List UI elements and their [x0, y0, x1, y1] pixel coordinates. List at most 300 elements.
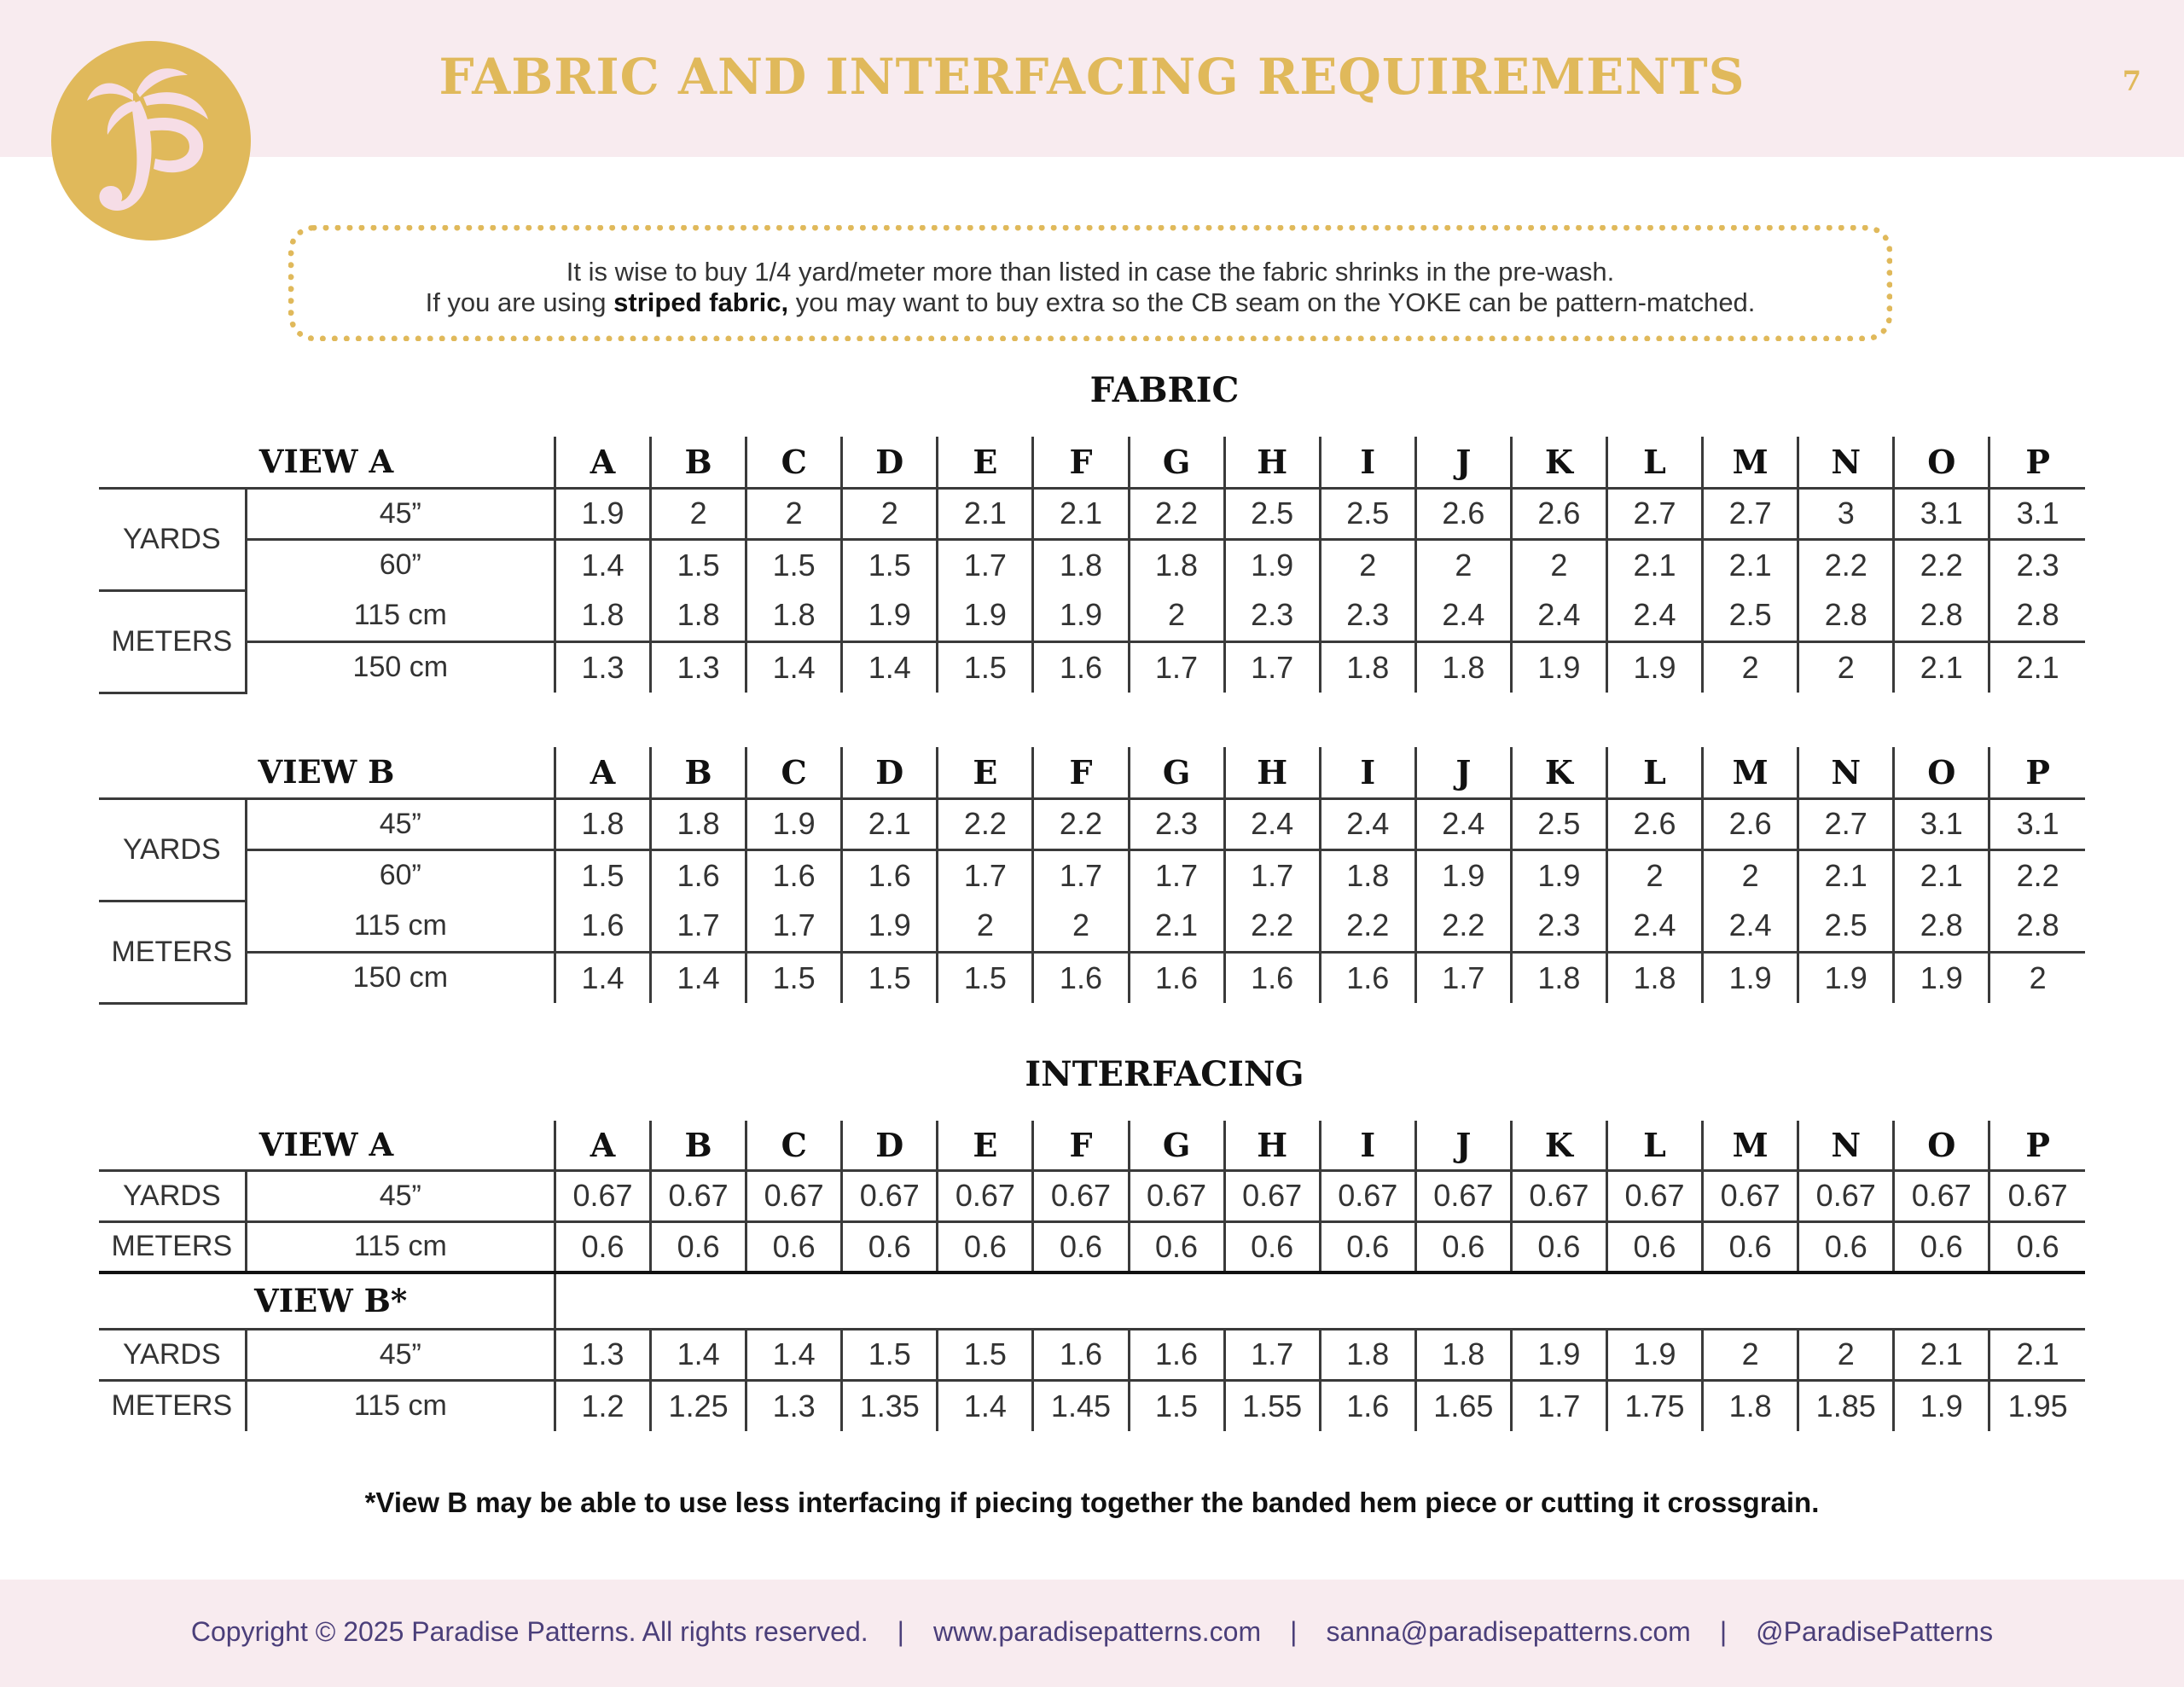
value-cell: 2.8 — [1989, 590, 2085, 641]
value-cell: 1.5 — [842, 1329, 938, 1380]
value-cell: 1.75 — [1606, 1380, 1702, 1431]
value-cell: 1.8 — [651, 798, 746, 849]
value-cell: 2.7 — [1703, 488, 1798, 539]
value-cell: 2.1 — [1894, 641, 1989, 693]
value-cell: 2.4 — [1703, 901, 1798, 952]
value-cell: 2.4 — [1606, 590, 1702, 641]
value-cell: 2.3 — [1511, 901, 1606, 952]
size-header-c: C — [746, 437, 842, 488]
value-cell: 0.67 — [1894, 1170, 1989, 1221]
value-cell: 3 — [1798, 488, 1894, 539]
table-header-row — [99, 747, 2085, 798]
value-cell: 2.2 — [1894, 539, 1989, 590]
size-header-i: I — [1320, 1121, 1415, 1170]
value-cell: 1.4 — [746, 1329, 842, 1380]
value-cell: 2.2 — [1224, 901, 1320, 952]
value-cell: 1.4 — [651, 1329, 746, 1380]
value-cell: 0.6 — [1894, 1221, 1989, 1272]
value-cell: 1.5 — [842, 539, 938, 590]
value-cell: 2 — [1703, 641, 1798, 693]
value-cell: 1.7 — [651, 901, 746, 952]
value-cell: 1.7 — [746, 901, 842, 952]
size-header-e: E — [938, 747, 1033, 798]
value-cell: 2.6 — [1703, 798, 1798, 849]
size-header-o: O — [1894, 747, 1989, 798]
value-cell: 2.5 — [1703, 590, 1798, 641]
table-row — [99, 590, 2085, 641]
value-cell: 1.8 — [1320, 1329, 1415, 1380]
notice-line-2-end: you may want to buy extra so the CB seam on the YOKE can be pattern-matched. — [788, 287, 1756, 317]
value-cell: 1.8 — [746, 590, 842, 641]
value-cell: 2.1 — [938, 488, 1033, 539]
size-header-p: P — [1989, 1121, 2085, 1170]
value-cell: 1.55 — [1224, 1380, 1320, 1431]
size-header-f: F — [1033, 747, 1129, 798]
value-cell: 2.1 — [1033, 488, 1129, 539]
notice-box — [288, 225, 1892, 341]
size-header-c: C — [746, 747, 842, 798]
value-cell: 1.4 — [555, 952, 650, 1003]
value-cell: 2 — [1703, 1329, 1798, 1380]
value-cell: 2 — [1033, 901, 1129, 952]
value-cell: 2.1 — [1894, 1329, 1989, 1380]
footer-separator: | — [897, 1616, 904, 1647]
value-cell: 0.6 — [2016, 1228, 2059, 1264]
value-cell: 1.9 — [1511, 1329, 1606, 1380]
value-cell: 2.3 — [2016, 547, 2059, 583]
value-cell: 1.7 — [1129, 849, 1224, 901]
view-label: VIEW A — [99, 1121, 555, 1170]
value-cell: 1.6 — [1033, 1329, 1129, 1380]
value-cell: 0.6 — [1129, 1221, 1224, 1272]
table-row — [99, 952, 2085, 1003]
value-cell: 2 — [746, 488, 842, 539]
table-row — [99, 641, 2085, 693]
page-number: 7 — [2122, 65, 2141, 97]
value-cell: 2.4 — [1606, 901, 1702, 952]
value-cell: 2.6 — [1606, 798, 1702, 849]
value-cell: 2.3 — [1224, 590, 1320, 641]
footer-separator: | — [1719, 1616, 1728, 1647]
value-cell: 0.6 — [555, 1221, 650, 1272]
value-cell: 2 — [938, 901, 1033, 952]
value-cell: 2.8 — [1989, 901, 2085, 952]
size-header-k: K — [1511, 747, 1606, 798]
value-cell: 0.6 — [651, 1221, 746, 1272]
value-cell: 1.7 — [1224, 641, 1320, 693]
unit-group-label: YARDS — [99, 798, 246, 901]
table-row — [99, 539, 2085, 590]
value-cell: 2.1 — [1703, 539, 1798, 590]
value-cell: 1.4 — [938, 1380, 1033, 1431]
value-cell: 0.67 — [1415, 1170, 1511, 1221]
value-cell: 0.67 — [1606, 1170, 1702, 1221]
value-cell: 0.67 — [555, 1170, 650, 1221]
size-header-h: H — [1224, 437, 1320, 488]
value-cell: 1.4 — [651, 952, 746, 1003]
value-cell: 2.6 — [1415, 488, 1511, 539]
value-cell: 1.6 — [651, 849, 746, 901]
value-cell: 2.2 — [1798, 539, 1894, 590]
value-cell: 2.5 — [1511, 798, 1606, 849]
value-cell: 2 — [2029, 959, 2047, 995]
unit-group-label: YARDS — [99, 488, 246, 590]
value-cell: 2.5 — [1320, 488, 1415, 539]
fabric-width-label: 60” — [246, 849, 555, 901]
notice-line-1: It is wise to buy 1/4 yard/meter more than listed in case the fabric shrinks in the pre-wash. — [566, 257, 1615, 287]
size-header-f: F — [1033, 437, 1129, 488]
value-cell: 2.4 — [1415, 798, 1511, 849]
value-cell: 0.6 — [1224, 1221, 1320, 1272]
value-cell: 2.2 — [1320, 901, 1415, 952]
value-cell: 1.6 — [1033, 952, 1129, 1003]
value-cell: 0.6 — [1415, 1221, 1511, 1272]
size-header-m: M — [1703, 1121, 1798, 1170]
fabric-width-label: 45” — [246, 1170, 555, 1221]
value-cell: 1.7 — [1415, 952, 1511, 1003]
size-header-g: G — [1129, 747, 1224, 798]
footer — [0, 1616, 2184, 1648]
size-header-p: P — [1989, 747, 2085, 798]
value-cell: 2.4 — [1224, 798, 1320, 849]
table-row — [99, 798, 2085, 849]
size-header-o: O — [1894, 1121, 1989, 1170]
value-cell: 1.6 — [1129, 952, 1224, 1003]
footnote: *View B may be able to use less interfacing if piecing together the banded hem piece or cutting it crossgrain. — [364, 1487, 1820, 1518]
value-cell: 2.3 — [1129, 798, 1224, 849]
table-row — [99, 1329, 2085, 1380]
value-cell: 1.3 — [555, 641, 650, 693]
value-cell: 2 — [1606, 849, 1702, 901]
table-row — [99, 1170, 2085, 1221]
notice-line-2-start: If you are using — [425, 287, 614, 317]
value-cell: 1.5 — [651, 539, 746, 590]
value-cell: 1.4 — [842, 641, 938, 693]
value-cell: 1.5 — [555, 849, 650, 901]
size-header-e: E — [938, 437, 1033, 488]
value-cell: 1.6 — [1224, 952, 1320, 1003]
fabric-width-label: 45” — [246, 1329, 555, 1380]
table-row — [99, 849, 2085, 901]
value-cell: 1.5 — [938, 641, 1033, 693]
value-cell: 1.9 — [1606, 641, 1702, 693]
value-cell: 1.95 — [2007, 1388, 2068, 1423]
value-cell: 1.7 — [1129, 641, 1224, 693]
value-cell: 1.9 — [1511, 641, 1606, 693]
value-cell: 1.8 — [1320, 849, 1415, 901]
value-cell: 1.5 — [938, 1329, 1033, 1380]
size-header-j: J — [1415, 1121, 1511, 1170]
footer-email-link[interactable]: sanna@paradisepatterns.com — [1326, 1616, 1691, 1647]
size-header-e: E — [938, 1121, 1033, 1170]
table-row — [99, 488, 2085, 539]
value-cell: 1.7 — [938, 539, 1033, 590]
value-cell: 0.67 — [746, 1170, 842, 1221]
value-cell: 1.5 — [746, 952, 842, 1003]
size-header-a: A — [555, 1121, 650, 1170]
value-cell: 1.35 — [842, 1380, 938, 1431]
table-row — [99, 901, 2085, 952]
value-cell: 2.1 — [842, 798, 938, 849]
value-cell: 2.3 — [1320, 590, 1415, 641]
value-cell: 1.8 — [1606, 952, 1702, 1003]
value-cell: 0.67 — [1224, 1170, 1320, 1221]
size-header-f: F — [1033, 1121, 1129, 1170]
fabric-width-label: 150 cm — [246, 641, 555, 693]
value-cell: 1.4 — [746, 641, 842, 693]
footer-handle-link[interactable]: @ParadisePatterns — [1756, 1616, 1994, 1647]
value-cell: 0.67 — [1129, 1170, 1224, 1221]
value-cell: 3.1 — [1989, 488, 2085, 539]
value-cell: 1.8 — [1415, 1329, 1511, 1380]
fabric-width-label: 45” — [246, 488, 555, 539]
value-cell: 1.9 — [1033, 590, 1129, 641]
value-cell: 2.7 — [1606, 488, 1702, 539]
value-cell: 2 — [1703, 849, 1798, 901]
fabric-width-label: 60” — [246, 539, 555, 590]
page-title: FABRIC AND INTERFACING REQUIREMENTS — [439, 48, 1745, 106]
value-cell: 2 — [1320, 539, 1415, 590]
value-cell: 2 — [1798, 641, 1894, 693]
value-cell: 1.6 — [842, 849, 938, 901]
fabric-width-label: 115 cm — [246, 1380, 555, 1431]
size-header-m: M — [1703, 437, 1798, 488]
size-header-a: A — [555, 437, 650, 488]
size-header-g: G — [1129, 437, 1224, 488]
value-cell: 1.8 — [555, 590, 650, 641]
size-header-l: L — [1606, 1121, 1702, 1170]
size-header-d: D — [842, 437, 938, 488]
size-header-g: G — [1129, 1121, 1224, 1170]
value-cell: 0.6 — [1606, 1221, 1702, 1272]
fabric-width-label: 115 cm — [246, 590, 555, 641]
value-cell: 1.3 — [746, 1380, 842, 1431]
value-cell: 1.8 — [1415, 641, 1511, 693]
value-cell: 1.7 — [1224, 1329, 1320, 1380]
size-header-b: B — [651, 747, 746, 798]
value-cell: 1.5 — [842, 952, 938, 1003]
size-header-h: H — [1224, 1121, 1320, 1170]
value-cell: 1.65 — [1415, 1380, 1511, 1431]
value-cell: 1.9 — [746, 798, 842, 849]
interfacing-table — [99, 1121, 2085, 1431]
value-cell: 1.25 — [651, 1380, 746, 1431]
value-cell: 1.6 — [1320, 952, 1415, 1003]
value-cell: 0.6 — [1798, 1221, 1894, 1272]
size-header-o: O — [1894, 437, 1989, 488]
size-header-h: H — [1224, 747, 1320, 798]
unit-group-label: METERS — [99, 1221, 246, 1272]
value-cell: 2.1 — [1606, 539, 1702, 590]
value-cell: 1.9 — [1894, 952, 1989, 1003]
value-cell: 2.5 — [1798, 901, 1894, 952]
size-header-i: I — [1320, 437, 1415, 488]
value-cell: 0.67 — [842, 1170, 938, 1221]
value-cell: 2.2 — [2016, 857, 2059, 893]
value-cell: 1.5 — [746, 539, 842, 590]
value-cell: 1.8 — [651, 590, 746, 641]
value-cell: 2.6 — [1511, 488, 1606, 539]
value-cell: 0.67 — [1798, 1170, 1894, 1221]
value-cell: 0.67 — [1320, 1170, 1415, 1221]
value-cell: 2 — [842, 488, 938, 539]
size-header-n: N — [1798, 1121, 1894, 1170]
size-header-d: D — [842, 1121, 938, 1170]
value-cell: 1.8 — [1129, 539, 1224, 590]
value-cell: 2.1 — [1798, 849, 1894, 901]
value-cell: 1.4 — [555, 539, 650, 590]
value-cell: 1.6 — [746, 849, 842, 901]
value-cell: 1.9 — [1224, 539, 1320, 590]
footer-separator: | — [1290, 1616, 1298, 1647]
value-cell: 2.1 — [1894, 849, 1989, 901]
value-cell: 1.8 — [555, 798, 650, 849]
size-header-k: K — [1511, 437, 1606, 488]
value-cell: 1.3 — [651, 641, 746, 693]
value-cell: 2.2 — [938, 798, 1033, 849]
fabric-view-b-table — [99, 747, 2085, 1005]
fabric-view-a-table — [99, 437, 2085, 694]
unit-group-label: YARDS — [99, 1329, 246, 1380]
size-header-p: P — [1989, 437, 2085, 488]
value-cell: 2.2 — [1129, 488, 1224, 539]
value-cell: 2 — [651, 488, 746, 539]
fabric-width-label: 150 cm — [246, 952, 555, 1003]
value-cell: 2.5 — [1224, 488, 1320, 539]
size-header-d: D — [842, 747, 938, 798]
value-cell: 2.8 — [1894, 901, 1989, 952]
size-header-m: M — [1703, 747, 1798, 798]
value-cell: 0.67 — [1989, 1170, 2085, 1221]
value-cell: 0.6 — [746, 1221, 842, 1272]
value-cell: 0.6 — [1703, 1221, 1798, 1272]
value-cell: 1.8 — [1033, 539, 1129, 590]
size-header-j: J — [1415, 747, 1511, 798]
size-header-n: N — [1798, 437, 1894, 488]
value-cell: 1.7 — [1511, 1380, 1606, 1431]
value-cell: 2.1 — [1129, 901, 1224, 952]
size-header-k: K — [1511, 1121, 1606, 1170]
value-cell: 0.67 — [1033, 1170, 1129, 1221]
value-cell: 0.6 — [938, 1221, 1033, 1272]
size-header-n: N — [1798, 747, 1894, 798]
value-cell: 1.6 — [555, 901, 650, 952]
value-cell: 1.9 — [842, 901, 938, 952]
notice-line-2 — [294, 287, 1886, 318]
value-cell: 1.9 — [1798, 952, 1894, 1003]
value-cell: 2.8 — [1798, 590, 1894, 641]
value-cell: 1.9 — [555, 488, 650, 539]
value-cell: 1.9 — [1703, 952, 1798, 1003]
size-header-a: A — [555, 747, 650, 798]
size-header-i: I — [1320, 747, 1415, 798]
value-cell: 0.67 — [1511, 1170, 1606, 1221]
value-cell: 2.2 — [1033, 798, 1129, 849]
size-header-c: C — [746, 1121, 842, 1170]
value-cell: 1.9 — [842, 590, 938, 641]
value-cell: 2 — [1415, 539, 1511, 590]
value-cell: 0.6 — [1511, 1221, 1606, 1272]
value-cell: 2 — [1129, 590, 1224, 641]
value-cell: 1.7 — [1224, 849, 1320, 901]
unit-group-label: METERS — [99, 901, 246, 1003]
value-cell: 1.5 — [938, 952, 1033, 1003]
fabric-width-label: 45” — [246, 798, 555, 849]
value-cell: 2.1 — [1989, 1329, 2085, 1380]
value-cell: 0.67 — [938, 1170, 1033, 1221]
view-label: VIEW A — [99, 437, 555, 488]
value-cell: 1.7 — [1033, 849, 1129, 901]
value-cell: 2 — [1798, 1329, 1894, 1380]
fabric-section-title: FABRIC — [1089, 370, 1240, 410]
table-header-row — [99, 1121, 2085, 1170]
value-cell: 2.8 — [1894, 590, 1989, 641]
view-label: VIEW B — [99, 747, 555, 798]
value-cell: 1.8 — [1511, 952, 1606, 1003]
unit-group-label: METERS — [99, 590, 246, 693]
value-cell: 0.6 — [1033, 1221, 1129, 1272]
fabric-width-label: 115 cm — [246, 901, 555, 952]
value-cell: 1.9 — [1894, 1380, 1989, 1431]
value-cell: 2.2 — [1415, 901, 1511, 952]
value-cell: 1.3 — [555, 1329, 650, 1380]
value-cell: 1.6 — [1033, 641, 1129, 693]
value-cell: 1.8 — [1320, 641, 1415, 693]
value-cell: 1.9 — [1606, 1329, 1702, 1380]
fabric-width-label: 115 cm — [246, 1221, 555, 1272]
table-row — [99, 1380, 2085, 1431]
value-cell: 0.6 — [842, 1221, 938, 1272]
value-cell: 1.9 — [1511, 849, 1606, 901]
value-cell: 2 — [1511, 539, 1606, 590]
value-cell: 1.85 — [1798, 1380, 1894, 1431]
value-cell: 1.2 — [555, 1380, 650, 1431]
size-header-j: J — [1415, 437, 1511, 488]
value-cell: 3.1 — [1894, 798, 1989, 849]
value-cell: 1.9 — [1415, 849, 1511, 901]
size-header-b: B — [651, 437, 746, 488]
value-cell: 1.8 — [1703, 1380, 1798, 1431]
value-cell: 0.67 — [651, 1170, 746, 1221]
interfacing-section-title: INTERFACING — [1025, 1054, 1304, 1094]
value-cell: 0.6 — [1320, 1221, 1415, 1272]
unit-group-label: METERS — [99, 1380, 246, 1431]
size-header-l: L — [1606, 437, 1702, 488]
value-cell: 2.4 — [1415, 590, 1511, 641]
table-header-row — [99, 437, 2085, 488]
size-header-l: L — [1606, 747, 1702, 798]
size-header-b: B — [651, 1121, 746, 1170]
footer-website-link[interactable]: www.paradisepatterns.com — [932, 1616, 1262, 1647]
value-cell: 2.4 — [1511, 590, 1606, 641]
table-header-row — [99, 1272, 2085, 1329]
table-row — [99, 1221, 2085, 1272]
value-cell: 3.1 — [1989, 798, 2085, 849]
value-cell: 3.1 — [1894, 488, 1989, 539]
blank-header-cell — [555, 1272, 2085, 1329]
value-cell: 1.45 — [1033, 1380, 1129, 1431]
value-cell: 1.5 — [1129, 1380, 1224, 1431]
value-cell: 2.4 — [1320, 798, 1415, 849]
value-cell: 1.6 — [1320, 1380, 1415, 1431]
footer-copyright: Copyright © 2025 Paradise Patterns. All rights reserved. — [190, 1616, 868, 1647]
notice-emphasis: striped fabric, — [613, 287, 789, 317]
value-cell: 2.1 — [2016, 649, 2059, 685]
unit-group-label: YARDS — [99, 1170, 246, 1221]
value-cell: 1.6 — [1129, 1329, 1224, 1380]
value-cell: 1.7 — [938, 849, 1033, 901]
view-label: VIEW B* — [99, 1272, 555, 1329]
